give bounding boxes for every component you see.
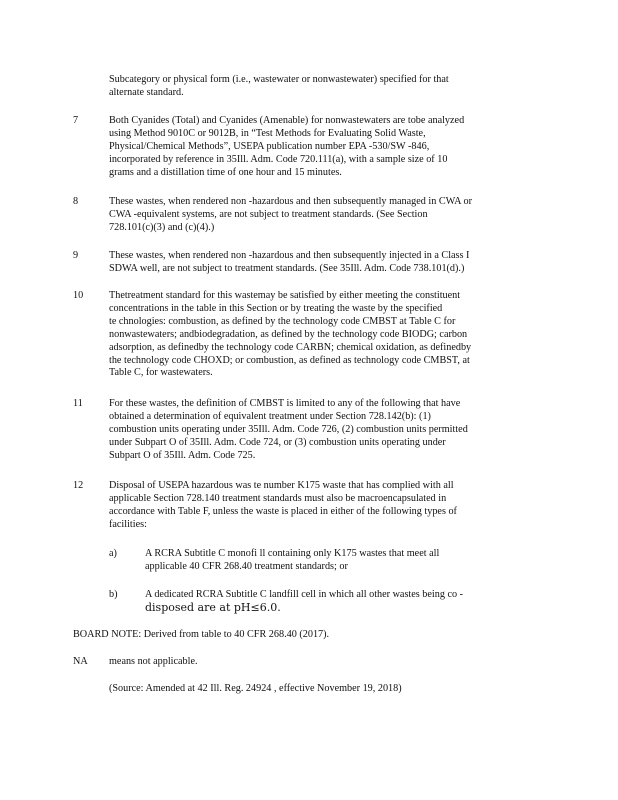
text-line: concentrations in the table in this Section or by treating the waste by the specified — [109, 302, 443, 314]
source-citation: (Source: Amended at 42 Ill. Reg. 24924 , effective November 19, 2018) — [109, 683, 402, 694]
note-12-paragraph — [109, 480, 525, 532]
text-line: SDWA well, are not subject to treatment standards. (See 35Ill. Adm. Code 738.101(d).) — [109, 262, 465, 274]
na-definition: means not applicable. — [109, 656, 198, 667]
note-number: 7 — [73, 115, 79, 126]
text-line: Both Cyanides (Total) and Cyanides (Amenable) for nonwastewaters are tobe analyzed — [109, 115, 465, 126]
text-line: accordance with Table F, unless the waste is placed in either of the following types of — [109, 505, 457, 517]
text-line: 728.101(c)(3) and (c)(4).) — [109, 221, 215, 233]
note-7-paragraph — [109, 115, 521, 180]
text-line: adsorption, as definedby the technology code CARBN; chemical oxidation, as definedby — [109, 341, 472, 353]
text-line: under Subpart O of 35Ill. Adm. Code 724, or (3) combustion units operating under — [109, 436, 446, 448]
note-number: 11 — [73, 398, 83, 409]
text-line: Physical/Chemical Methods”, USEPA publication number EPA -530/SW -846, — [109, 140, 430, 152]
note-number: 9 — [73, 250, 79, 261]
note-8-paragraph — [109, 196, 537, 235]
text-line: the technology code CHOXD; or combustion, as defined as technology code CMBST, at — [109, 354, 470, 366]
text-line: These wastes, when rendered non -hazardous and then subsequently managed in CWA or — [109, 196, 472, 207]
continuation-paragraph — [109, 74, 509, 100]
text-line: For these wastes, the definition of CMBST is limited to any of the following that have — [109, 398, 461, 409]
note-10-paragraph — [109, 290, 537, 380]
subitem-b-paragraph — [145, 589, 525, 615]
text-line: Table C, for wastewaters. — [109, 367, 213, 379]
subitem-a-paragraph — [145, 548, 493, 574]
note-9-paragraph — [109, 250, 537, 276]
text-line: using Method 9010C or 9012B, in “Test Methods for Evaluating Solid Waste, — [109, 127, 426, 139]
text-line: Subcategory or physical form (i.e., wastewater or nonwastewater) specified for that — [109, 74, 449, 85]
note-number: 12 — [73, 480, 84, 491]
text-line: CWA -equivalent systems, are not subject to treatment standards. (See Section — [109, 208, 428, 220]
text-line: applicable Section 728.140 treatment standards must also be macroencapsulated in — [109, 492, 447, 504]
subitem-letter: a) — [109, 548, 117, 559]
text-line: te chnologies: combustion, as defined by the technology code CMBST at Table C for — [109, 315, 456, 327]
subitem-letter: b) — [109, 589, 118, 600]
note-11-paragraph — [109, 398, 525, 463]
text-line: alternate standard. — [109, 86, 184, 98]
text-line: incorporated by reference in 35Ill. Adm. Code 720.111(a), with a sample size of 10 — [109, 153, 448, 165]
text-line: combustion units operating under 35Ill. Adm. Code 726, (2) combustion units permitted — [109, 423, 468, 435]
board-note: BOARD NOTE: Derived from table to 40 CFR 268.40 (2017). — [73, 629, 330, 640]
text-line: These wastes, when rendered non -hazardous and then subsequently injected in a Class I — [109, 250, 470, 261]
text-line: disposed are at pH≤6.0. — [145, 600, 281, 614]
text-line: nonwastewaters; andbiodegradation, as defined by the technology code BIODG; carbon — [109, 328, 468, 340]
text-line: Thetreatment standard for this wastemay be satisfied by either meeting the constituent — [109, 290, 461, 301]
text-line: A RCRA Subtitle C monofi ll containing only K175 wastes that meet all — [145, 548, 440, 559]
text-line: A dedicated RCRA Subtitle C landfill cell in which all other wastes being co - — [145, 589, 464, 600]
text-line: applicable 40 CFR 268.40 treatment standards; or — [145, 560, 348, 572]
na-label: NA — [73, 656, 88, 667]
text-line: grams and a distillation time of one hour and 15 minutes. — [109, 166, 342, 178]
text-line: obtained a determination of equivalent treatment under Section 728.142(b): (1) — [109, 410, 431, 422]
note-number: 8 — [73, 196, 79, 207]
text-line: Disposal of USEPA hazardous was te number K175 waste that has complied with all — [109, 480, 454, 491]
text-line: Subpart O of 35Ill. Adm. Code 725. — [109, 449, 256, 461]
note-number: 10 — [73, 290, 84, 301]
text-line: facilities: — [109, 518, 147, 530]
